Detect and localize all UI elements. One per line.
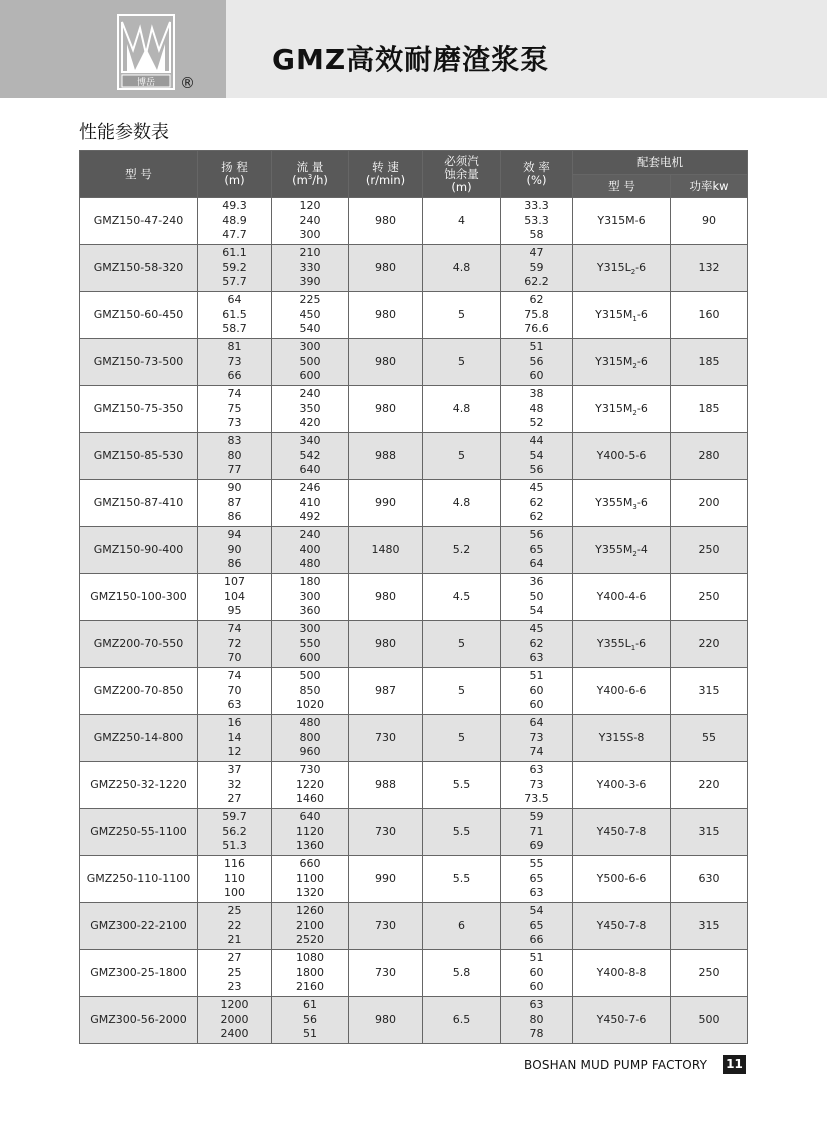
cell-head: 94 90 86	[198, 527, 272, 574]
cell-npsh: 5	[423, 668, 501, 715]
cell-npsh: 5	[423, 621, 501, 668]
cell-flow: 61 56 51	[272, 997, 349, 1044]
cell-npsh: 5	[423, 715, 501, 762]
cell-efficiency: 45 62 62	[501, 480, 573, 527]
table-row	[80, 480, 748, 527]
cell-flow: 660 1100 1320	[272, 856, 349, 903]
cell-flow: 240 350 420	[272, 386, 349, 433]
cell-speed: 730	[349, 950, 423, 997]
table-row	[80, 292, 748, 339]
cell-npsh: 6.5	[423, 997, 501, 1044]
cell-model: GMZ200-70-550	[80, 621, 198, 668]
cell-head: 74 70 63	[198, 668, 272, 715]
cell-motor-model: $Y355M_3-6$	[573, 480, 671, 527]
cell-efficiency: 33.3 53.3 58	[501, 198, 573, 245]
cell-speed: 987	[349, 668, 423, 715]
header-motor: 配套电机	[573, 151, 748, 175]
cell-head: 27 25 23	[198, 950, 272, 997]
cell-efficiency: 56 65 64	[501, 527, 573, 574]
cell-speed: 980	[349, 339, 423, 386]
table-row	[80, 386, 748, 433]
table-row	[80, 950, 748, 997]
cell-flow: 180 300 360	[272, 574, 349, 621]
cell-motor-power: 630	[671, 856, 748, 903]
cell-motor-power: 200	[671, 480, 748, 527]
header-flow: 流 量 $(m^3/h)$	[272, 151, 349, 198]
cell-motor-model: $Y315M_2-6$	[573, 339, 671, 386]
cell-motor-power: 185	[671, 386, 748, 433]
cell-motor-power: 90	[671, 198, 748, 245]
cell-speed: 730	[349, 715, 423, 762]
cell-speed: 730	[349, 809, 423, 856]
cell-speed: 980	[349, 574, 423, 621]
cell-model: GMZ300-56-2000	[80, 997, 198, 1044]
cell-speed: 980	[349, 997, 423, 1044]
cell-model: GMZ150-100-300	[80, 574, 198, 621]
cell-speed: 980	[349, 245, 423, 292]
header-head: 扬 程 (m)	[198, 151, 272, 198]
cell-model: GMZ150-73-500	[80, 339, 198, 386]
cell-flow: 120 240 300	[272, 198, 349, 245]
cell-flow: 500 850 1020	[272, 668, 349, 715]
cell-motor-model: Y315M-6	[573, 198, 671, 245]
cell-efficiency: 36 50 54	[501, 574, 573, 621]
cell-efficiency: 63 80 78	[501, 997, 573, 1044]
table-row	[80, 715, 748, 762]
cell-motor-power: 220	[671, 621, 748, 668]
cell-efficiency: 51 60 60	[501, 668, 573, 715]
cell-motor-power: 280	[671, 433, 748, 480]
cell-npsh: 4.5	[423, 574, 501, 621]
cell-npsh: 6	[423, 903, 501, 950]
cell-model: GMZ300-25-1800	[80, 950, 198, 997]
header-npsh: 必须汽 蚀余量 (m)	[423, 151, 501, 198]
cell-motor-model: $Y315M_1-6$	[573, 292, 671, 339]
cell-motor-power: 250	[671, 574, 748, 621]
registered-mark: ®	[180, 74, 195, 92]
cell-head: 81 73 66	[198, 339, 272, 386]
cell-model: GMZ250-55-1100	[80, 809, 198, 856]
cell-speed: 730	[349, 903, 423, 950]
cell-model: GMZ250-14-800	[80, 715, 198, 762]
header-motor-model: 型 号	[573, 175, 671, 198]
cell-efficiency: 45 62 63	[501, 621, 573, 668]
cell-efficiency: 38 48 52	[501, 386, 573, 433]
cell-efficiency: 64 73 74	[501, 715, 573, 762]
cell-head: 74 75 73	[198, 386, 272, 433]
cell-npsh: 5.8	[423, 950, 501, 997]
cell-flow: 480 800 960	[272, 715, 349, 762]
header-speed: 转 速 (r/min)	[349, 151, 423, 198]
cell-head: 116 110 100	[198, 856, 272, 903]
table-row	[80, 856, 748, 903]
cell-npsh: 5	[423, 292, 501, 339]
cell-npsh: 4	[423, 198, 501, 245]
cell-motor-power: 315	[671, 809, 748, 856]
cell-motor-power: 132	[671, 245, 748, 292]
header-model: 型 号	[80, 151, 198, 198]
cell-motor-model: Y400-8-8	[573, 950, 671, 997]
cell-motor-model: Y450-7-8	[573, 809, 671, 856]
cell-motor-model: Y315S-8	[573, 715, 671, 762]
cell-flow: 730 1220 1460	[272, 762, 349, 809]
cell-flow: 640 1120 1360	[272, 809, 349, 856]
section-title: 性能参数表	[79, 122, 169, 143]
cell-motor-power: 160	[671, 292, 748, 339]
cell-head: 49.3 48.9 47.7	[198, 198, 272, 245]
cell-efficiency: 47 59 62.2	[501, 245, 573, 292]
cell-flow: 300 550 600	[272, 621, 349, 668]
table-row	[80, 997, 748, 1044]
cell-motor-model: Y400-3-6	[573, 762, 671, 809]
cell-head: 64 61.5 58.7	[198, 292, 272, 339]
cell-flow: 1080 1800 2160	[272, 950, 349, 997]
cell-flow: 225 450 540	[272, 292, 349, 339]
cell-flow: 240 400 480	[272, 527, 349, 574]
cell-head: 83 80 77	[198, 433, 272, 480]
cell-motor-model: Y400-6-6	[573, 668, 671, 715]
cell-head: 25 22 21	[198, 903, 272, 950]
performance-table	[79, 150, 748, 1044]
cell-motor-model: Y400-4-6	[573, 574, 671, 621]
cell-speed: 1480	[349, 527, 423, 574]
cell-model: GMZ200-70-850	[80, 668, 198, 715]
cell-flow: 340 542 640	[272, 433, 349, 480]
cell-head: 61.1 59.2 57.7	[198, 245, 272, 292]
cell-model: GMZ250-110-1100	[80, 856, 198, 903]
table-row	[80, 527, 748, 574]
cell-motor-power: 250	[671, 527, 748, 574]
cell-efficiency: 55 65 63	[501, 856, 573, 903]
table-row	[80, 621, 748, 668]
footer-company: BOSHAN MUD PUMP FACTORY	[524, 1058, 708, 1072]
company-logo-icon	[117, 14, 175, 90]
cell-npsh: 5	[423, 433, 501, 480]
cell-speed: 988	[349, 762, 423, 809]
cell-efficiency: 59 71 69	[501, 809, 573, 856]
cell-speed: 980	[349, 292, 423, 339]
cell-npsh: 4.8	[423, 480, 501, 527]
cell-flow: 210 330 390	[272, 245, 349, 292]
cell-head: 90 87 86	[198, 480, 272, 527]
cell-speed: 988	[349, 433, 423, 480]
cell-motor-power: 250	[671, 950, 748, 997]
cell-motor-model: $Y315L_2-6$	[573, 245, 671, 292]
cell-motor-model: Y400-5-6	[573, 433, 671, 480]
cell-motor-power: 500	[671, 997, 748, 1044]
cell-motor-power: 315	[671, 903, 748, 950]
cell-motor-power: 185	[671, 339, 748, 386]
cell-npsh: 4.8	[423, 386, 501, 433]
cell-speed: 990	[349, 856, 423, 903]
cell-motor-model: $Y315M_2-6$	[573, 386, 671, 433]
table-row	[80, 433, 748, 480]
cell-flow: 246 410 492	[272, 480, 349, 527]
table-row	[80, 903, 748, 950]
cell-npsh: 5.2	[423, 527, 501, 574]
cell-efficiency: 51 56 60	[501, 339, 573, 386]
performance-table-container	[79, 150, 747, 1044]
cell-speed: 980	[349, 198, 423, 245]
cell-motor-power: 315	[671, 668, 748, 715]
cell-head: 1200 2000 2400	[198, 997, 272, 1044]
cell-speed: 980	[349, 386, 423, 433]
cell-motor-model: Y450-7-8	[573, 903, 671, 950]
logo-text: 博岳	[136, 78, 156, 88]
cell-motor-model: Y500-6-6	[573, 856, 671, 903]
table-row	[80, 198, 748, 245]
header-efficiency: 效 率 (%)	[501, 151, 573, 198]
cell-npsh: 5.5	[423, 762, 501, 809]
table-row	[80, 668, 748, 715]
cell-model: GMZ150-58-320	[80, 245, 198, 292]
cell-model: GMZ150-87-410	[80, 480, 198, 527]
cell-npsh: 5	[423, 339, 501, 386]
table-row	[80, 809, 748, 856]
cell-motor-model: $Y355M_2-4$	[573, 527, 671, 574]
table-row	[80, 762, 748, 809]
header-motor-power: 功率kw	[671, 175, 748, 198]
cell-model: GMZ250-32-1220	[80, 762, 198, 809]
cell-model: GMZ150-85-530	[80, 433, 198, 480]
cell-npsh: 4.8	[423, 245, 501, 292]
cell-model: GMZ150-75-350	[80, 386, 198, 433]
cell-head: 59.7 56.2 51.3	[198, 809, 272, 856]
cell-speed: 980	[349, 621, 423, 668]
cell-efficiency: 62 75.8 76.6	[501, 292, 573, 339]
table-row	[80, 574, 748, 621]
cell-efficiency: 63 73 73.5	[501, 762, 573, 809]
cell-motor-power: 220	[671, 762, 748, 809]
table-row	[80, 339, 748, 386]
cell-npsh: 5.5	[423, 809, 501, 856]
cell-motor-power: 55	[671, 715, 748, 762]
cell-efficiency: 54 65 66	[501, 903, 573, 950]
cell-head: 74 72 70	[198, 621, 272, 668]
page-number: 11	[723, 1055, 746, 1074]
logo-box	[0, 0, 226, 98]
cell-head: 107 104 95	[198, 574, 272, 621]
cell-model: GMZ150-60-450	[80, 292, 198, 339]
cell-npsh: 5.5	[423, 856, 501, 903]
cell-model: GMZ300-22-2100	[80, 903, 198, 950]
page-title: GMZ高效耐磨渣浆泵	[272, 43, 550, 76]
cell-motor-model: $Y355L_1-6$	[573, 621, 671, 668]
cell-head: 37 32 27	[198, 762, 272, 809]
cell-head: 16 14 12	[198, 715, 272, 762]
cell-efficiency: 51 60 60	[501, 950, 573, 997]
cell-flow: 300 500 600	[272, 339, 349, 386]
cell-motor-model: Y450-7-6	[573, 997, 671, 1044]
cell-model: GMZ150-47-240	[80, 198, 198, 245]
cell-flow: 1260 2100 2520	[272, 903, 349, 950]
cell-model: GMZ150-90-400	[80, 527, 198, 574]
cell-efficiency: 44 54 56	[501, 433, 573, 480]
table-row	[80, 245, 748, 292]
cell-speed: 990	[349, 480, 423, 527]
